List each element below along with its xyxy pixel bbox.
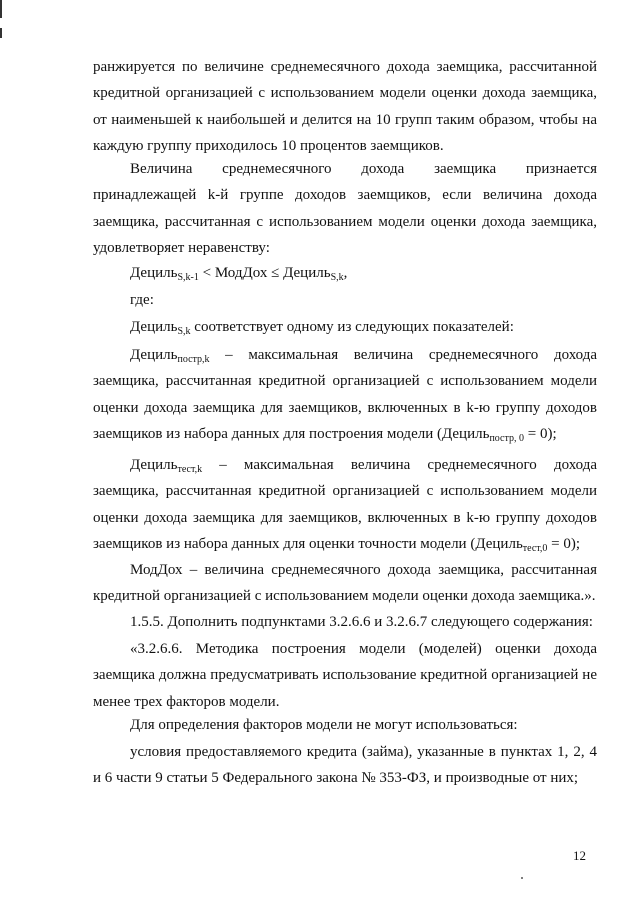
paragraph-1-5-5: 1.5.5. Дополнить подпунктами 3.2.6.6 и 3.2.6.7 следующего содержания:: [130, 614, 593, 630]
paragraph-conditions: условия предоставляемого кредита (займа), указанные в пунктах 1, 2, 4 и 6 части 9 статьи 5 Федерального закона № 353-ФЗ, и производные от них;: [93, 744, 597, 787]
paragraph-factors: Для определения факторов модели не могут использоваться:: [130, 717, 518, 733]
scan-edge-mark: [0, 0, 2, 18]
paragraph-3-2-6-6: «3.2.6.6. Методика построения модели (моделей) оценки дохода заемщика должна предусматривать использование кредитной организацией не менее трех факторов модели.: [93, 641, 597, 710]
scan-dot-mark: [521, 877, 523, 879]
scan-edge-mark: [0, 28, 2, 38]
paragraph-decile-rule: Величина среднемесячного дохода заемщика признается принадлежащей k-й группе доходов заемщиков, если величина дохода заемщика, рассчитанная с использованием модели оценки дохода заемщика, удовлетворяет неравенству:: [93, 161, 597, 256]
page-number: 12: [573, 848, 586, 863]
decile-definition: Дециль$_{S,k}$ соответствует одному из следующих показателей:: [130, 319, 514, 337]
item-decile-test: Дециль$_{тест,k}$ – максимальная величина среднемесячного дохода заемщика, рассчитанная кредитной организацией с использованием модели оценки дохода заемщика для заемщиков, включенных в k-ю группу доходов заемщиков из набора данных для оценки точности модели (Дециль$_{тест,0}$ = 0);: [93, 457, 597, 554]
where-label: где:: [130, 292, 154, 308]
formula-inequality: Дециль$_{S,k-1}$ < МодДох ≤ Дециль$_{S,k}$,: [130, 265, 348, 283]
paragraph-intro: ранжируется по величине среднемесячного дохода заемщика, рассчитанной кредитной организацией с использованием модели оценки дохода заемщика, от наименьшей к наибольшей и делится на 10 групп таким образом, чтобы на каждую группу приходилось 10 процентов заемщиков.: [93, 59, 597, 154]
paragraph-moddox: МодДох – величина среднемесячного дохода заемщика, рассчитанная кредитной организацией с использованием модели оценки дохода заемщика.».: [93, 562, 597, 605]
item-decile-build: Дециль$_{постр,k}$ – максимальная величина среднемесячного дохода заемщика, рассчитанная кредитной организацией с использованием модели оценки дохода заемщика для заемщиков, включенных в k-ю группу доходов заемщиков из набора данных для построения модели (Дециль$_{постр, 0}$ = 0);: [93, 347, 597, 444]
